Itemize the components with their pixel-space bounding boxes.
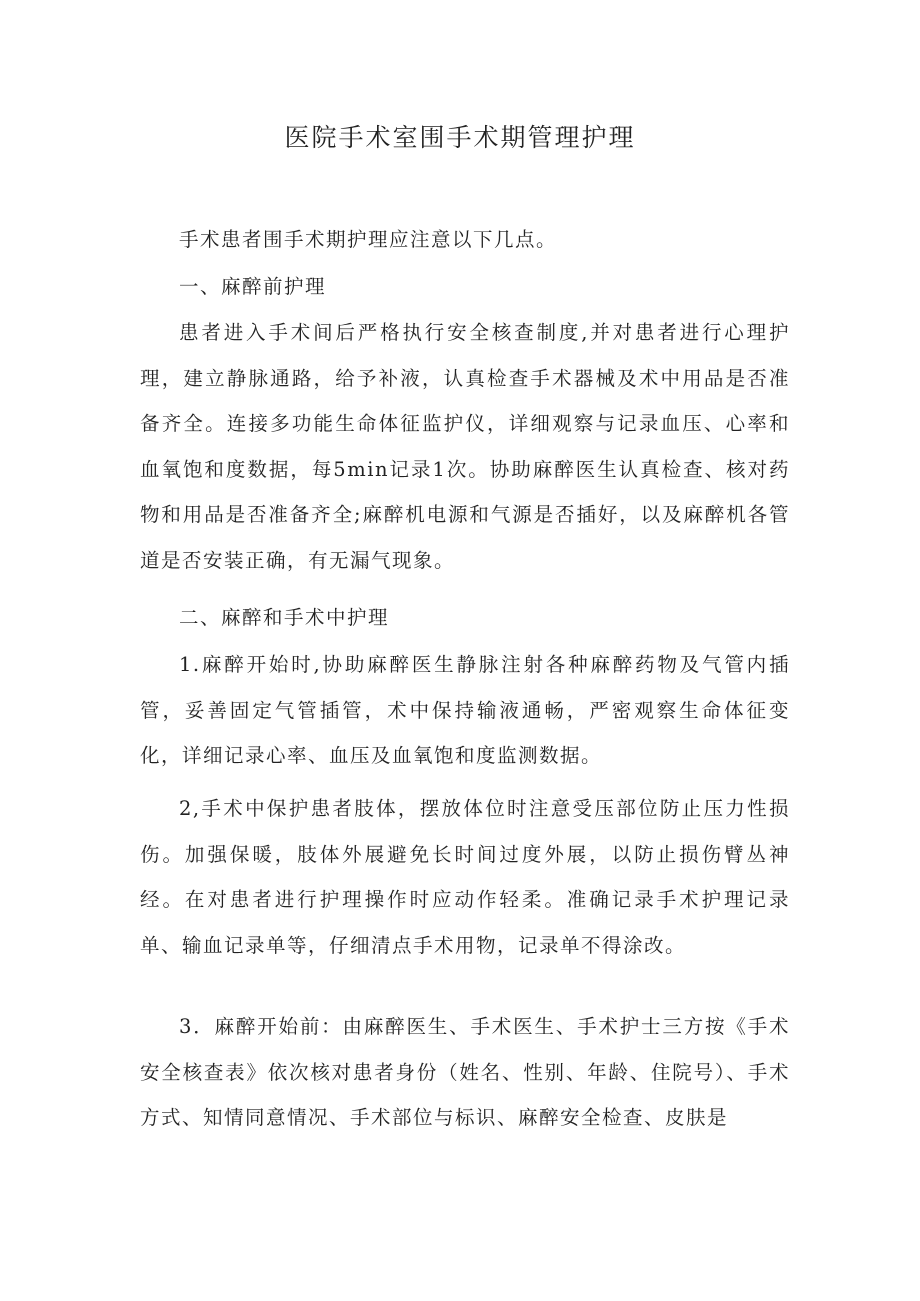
paragraph-pre-anesthesia: 患者进入手术间后严格执行安全核查制度,并对患者进行心理护理，建立静脉通路，给予补液，认真检查手术器械及术中用品是否准备齐全。连接多功能生命体征监护仪，详细观察与记录血压、心率和血氧饱和度数据，每5min记录1次。协助麻醉医生认真检查、核对药物和用品是否准备齐全;麻醉机电源和气源是否插好，以及麻醉机各管道是否安装正确，有无漏气现象。	[140, 321, 790, 572]
paragraph-intraoperative-2: 2,手术中保护患者肢体，摆放体位时注意受压部位防止压力性损伤。加强保暖，肢体外展避免长时间过度外展，以防止损伤臂丛神经。在对患者进行护理操作时应动作轻柔。准确记录手术护理记录单、输血记录单等，仔细清点手术用物，记录单不得涂改。	[140, 797, 790, 957]
section-heading-intraoperative: 二、麻醉和手术中护理	[179, 606, 390, 629]
section-heading-pre-anesthesia: 一、麻醉前护理	[179, 275, 327, 298]
paragraph-intraoperative-1: 1.麻醉开始时,协助麻醉医生静脉注射各种麻醉药物及气管内插管，妥善固定气管插管，术中保持输液通畅，严密观察生命体征变化，详细记录心率、血压及血氧饱和度监测数据。	[140, 653, 790, 767]
document-title: 医院手术室围手术期管理护理	[284, 123, 636, 152]
intro-paragraph: 手术患者围手术期护理应注意以下几点。	[179, 228, 558, 251]
paragraph-intraoperative-3: 3．麻醉开始前：由麻醉医生、手术医生、手术护士三方按《手术安全核查表》依次核对患者身份（姓名、性别、年龄、住院号）、手术方式、知情同意情况、手术部位与标识、麻醉安全检查、皮肤是	[140, 1015, 790, 1129]
